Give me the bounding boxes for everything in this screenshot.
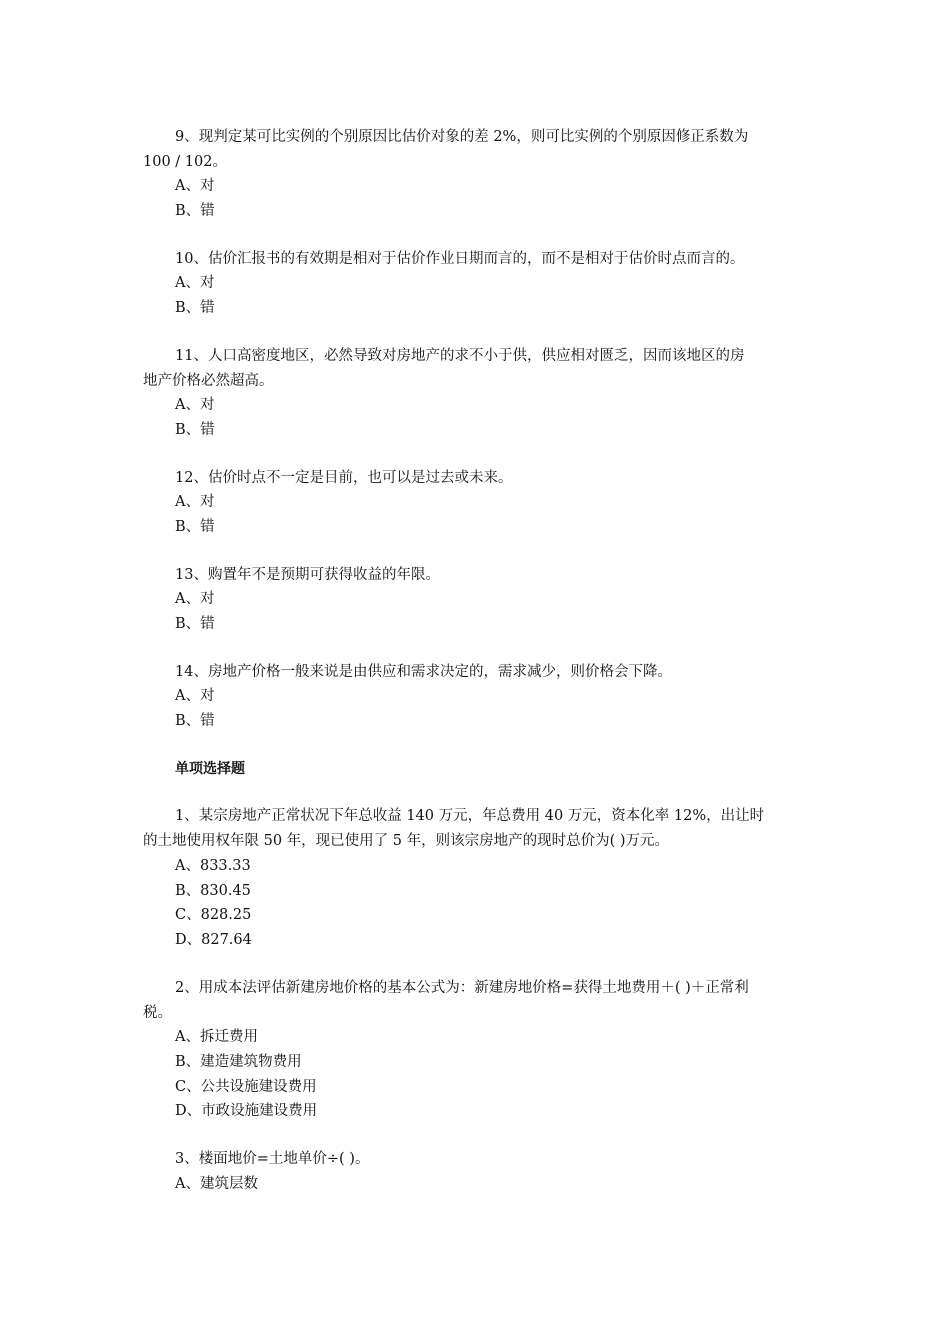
mc-question-1-option-a: A、833.33	[175, 858, 251, 874]
mc-question-1-option-b: B、830.45	[175, 883, 251, 899]
question-10-option-b: B、错	[175, 300, 215, 316]
mc-question-2-text-cont: 税。	[143, 1005, 172, 1021]
question-13-text: 13、购置年不是预期可获得收益的年限。	[175, 567, 440, 583]
mc-question-2-option-c: C、公共设施建设费用	[175, 1079, 317, 1095]
question-14-text: 14、房地产价格一般来说是由供应和需求决定的，需求减少，则价格会下降。	[175, 664, 672, 680]
mc-question-2-option-d: D、市政设施建设费用	[175, 1103, 318, 1119]
mc-question-1-option-c: C、828.25	[175, 907, 252, 923]
question-12-option-a: A、对	[175, 494, 215, 510]
section-heading: 单项选择题	[175, 761, 245, 777]
mc-question-3-text: 3、楼面地价=土地单价÷( )。	[175, 1151, 370, 1167]
question-13-option-a: A、对	[175, 591, 215, 607]
question-11-text-cont: 地产价格必然超高。	[143, 373, 274, 389]
mc-question-1-text: 1、某宗房地产正常状况下年总收益 140 万元，年总费用 40 万元，资本化率 12%，出让时	[175, 808, 765, 824]
mc-question-2-option-a: A、拆迁费用	[175, 1029, 258, 1045]
mc-question-1-text-cont: 的土地使用权年限 50 年，现已使用了 5 年，则该宗房地产的现时总价为( )万元。	[143, 833, 670, 849]
question-11-option-a: A、对	[175, 397, 215, 413]
question-9-option-a: A、对	[175, 178, 215, 194]
question-13-option-b: B、错	[175, 616, 215, 632]
question-9-text: 9、现判定某可比实例的个别原因比估价对象的差 2%，则可比实例的个别原因修正系数为	[175, 129, 749, 145]
mc-question-1-option-d: D、827.64	[175, 932, 252, 948]
mc-question-2-text: 2、用成本法评估新建房地价格的基本公式为：新建房地价格=获得土地费用＋( )＋正常利	[175, 980, 749, 996]
question-10-text: 10、估价汇报书的有效期是相对于估价作业日期而言的，而不是相对于估价时点而言的。	[175, 251, 745, 267]
question-9-option-b: B、错	[175, 203, 215, 219]
question-11-option-b: B、错	[175, 422, 215, 438]
question-14-option-a: A、对	[175, 688, 215, 704]
mc-question-3-option-a: A、建筑层数	[175, 1176, 258, 1192]
question-12-option-b: B、错	[175, 519, 215, 535]
mc-question-2-option-b: B、建造建筑物费用	[175, 1054, 302, 1070]
question-14-option-b: B、错	[175, 713, 215, 729]
question-9-text-cont: 100 / 102。	[143, 154, 227, 170]
question-12-text: 12、估价时点不一定是目前，也可以是过去或未来。	[175, 470, 513, 486]
question-10-option-a: A、对	[175, 275, 215, 291]
question-11-text: 11、人口高密度地区，必然导致对房地产的求不小于供，供应相对匮乏，因而该地区的房	[175, 348, 745, 364]
